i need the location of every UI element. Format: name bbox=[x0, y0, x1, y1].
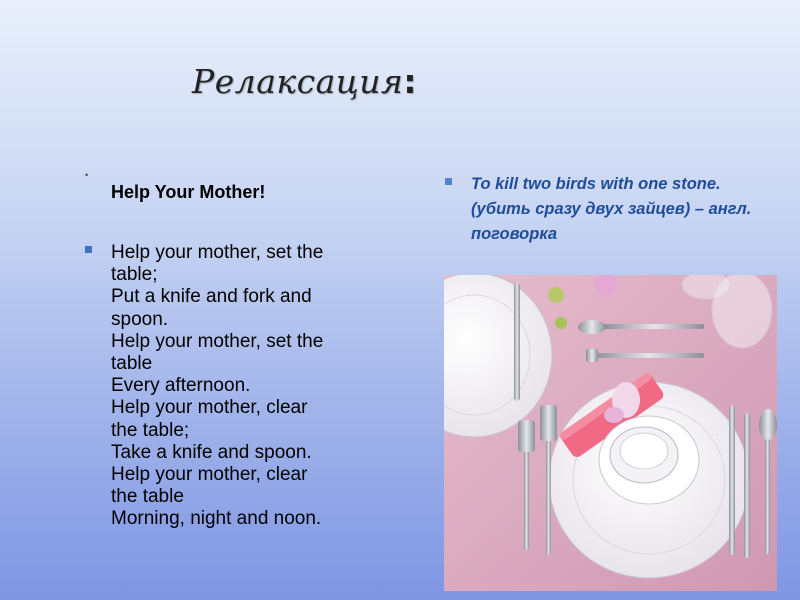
poem-line: Every afternoon. bbox=[111, 375, 251, 397]
poem-line: Help your mother, set the bbox=[111, 242, 324, 263]
poem-line: spoon. bbox=[111, 308, 169, 330]
poem-title: Help Your Mother! bbox=[111, 182, 266, 202]
poem-block bbox=[85, 242, 415, 531]
slide-title bbox=[192, 62, 417, 101]
poem-line: Help your mother, clear bbox=[111, 397, 308, 419]
dinner-knife bbox=[729, 405, 735, 555]
right-column bbox=[445, 172, 775, 247]
poem-lines bbox=[111, 242, 415, 531]
square-bullet-icon bbox=[445, 178, 452, 185]
salad-fork bbox=[546, 440, 551, 555]
slide-title-colon: : bbox=[403, 62, 418, 101]
square-bullet-icon bbox=[85, 246, 92, 253]
empty-bullet-marker: • bbox=[85, 170, 89, 180]
poem-line: table; bbox=[111, 264, 158, 286]
slide-title-text: Релаксация bbox=[192, 62, 404, 101]
dinner-fork bbox=[524, 450, 529, 550]
poem-line: Put a knife and fork and bbox=[111, 286, 312, 308]
poem-line: Take a knife and spoon. bbox=[111, 441, 312, 463]
flower bbox=[548, 287, 564, 303]
poem-line: table bbox=[111, 353, 153, 375]
butter-knife bbox=[514, 283, 520, 401]
poem-line: Help your mother, clear bbox=[111, 464, 308, 486]
table-setting-photo bbox=[444, 275, 777, 591]
poem-line: Help your mother, set the bbox=[111, 330, 324, 352]
poem-line: Morning, night and noon. bbox=[111, 508, 322, 530]
poem-line: the table bbox=[111, 486, 184, 508]
fish-knife bbox=[744, 413, 750, 558]
english-saying: To kill two birds with one stone. (убить сразу двух зайцев) – англ. поговорка bbox=[471, 175, 752, 243]
dessert-fork bbox=[594, 353, 704, 358]
dessert-spoon bbox=[578, 320, 606, 334]
poem-line: the table; bbox=[111, 419, 190, 441]
soup-spoon bbox=[759, 409, 777, 441]
